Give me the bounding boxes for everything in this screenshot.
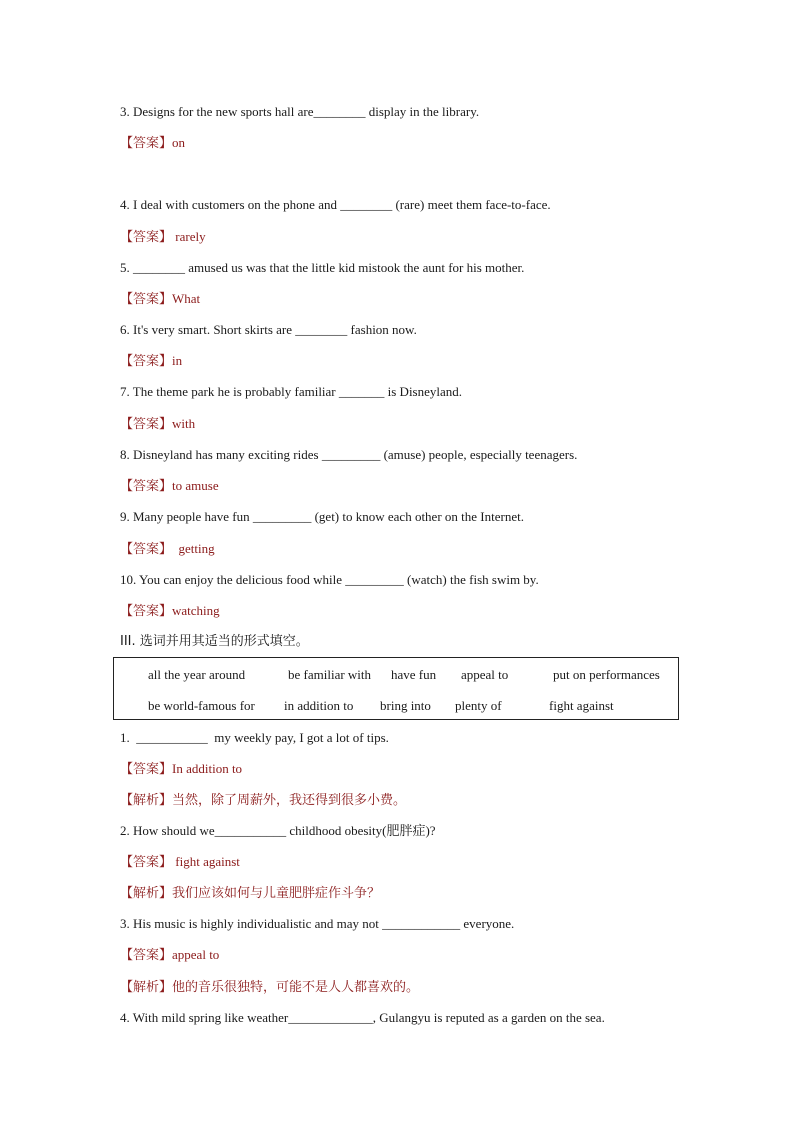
- answer-value: with: [172, 416, 196, 431]
- s3-explain-3: [120, 979, 419, 996]
- answer-value: What: [172, 291, 201, 306]
- question-5: 5. ________ amused us was that the little kid mistook the aunt for his mother.: [120, 260, 525, 275]
- s3-answer-1: [120, 761, 242, 778]
- answer-9: [120, 541, 215, 558]
- question-7: 7. The theme park he is probably familiar _______ is Disneyland.: [120, 384, 463, 399]
- s3-question-4: 4. With mild spring like weather_____________, Gulangyu is reputed as a garden on the sea.: [120, 1010, 605, 1025]
- answer-label: 【答案】: [120, 948, 173, 963]
- answer-label: 【答案】: [120, 292, 173, 307]
- question-8: 8. Disneyland has many exciting rides _________ (amuse) people, especially teenagers.: [120, 447, 578, 462]
- question-9: 9. Many people have fun _________ (get) to know each other on the Internet.: [120, 509, 524, 524]
- question-6: 6. It's very smart. Short skirts are ________ fashion now.: [120, 322, 417, 337]
- answer-label: 【答案】: [120, 417, 173, 432]
- explain-label: 【解析】: [120, 980, 173, 995]
- word-bank-item: be familiar with: [288, 667, 372, 682]
- answer-label: 【答案】: [120, 354, 173, 369]
- answer-label: 【答案】: [120, 604, 173, 619]
- answer-6: [120, 353, 182, 370]
- s3-question-1: 1. ___________ my weekly pay, I got a lot of tips.: [120, 730, 389, 745]
- s3-answer-2: [120, 854, 240, 871]
- word-bank-item: plenty of: [455, 698, 502, 713]
- word-bank-item: put on performances: [553, 667, 660, 682]
- explain-value: 我们应该如何与儿童肥胖症作斗争？: [172, 886, 381, 901]
- word-bank-item: have fun: [391, 667, 437, 682]
- word-bank-item: all the year around: [148, 667, 246, 682]
- answer-5: [120, 291, 200, 308]
- answer-4: [120, 229, 206, 246]
- word-bank-item: fight against: [549, 698, 614, 713]
- answer-value: rarely: [172, 229, 206, 244]
- question-4: 4. I deal with customers on the phone and ________ (rare) meet them face-to-face.: [120, 197, 551, 212]
- answer-label: 【答案】: [120, 230, 173, 245]
- question-10: 10. You can enjoy the delicious food while _________ (watch) the fish swim by.: [120, 572, 539, 587]
- answer-value: watching: [172, 603, 220, 618]
- explain-label: 【解析】: [120, 886, 173, 901]
- word-bank-item: appeal to: [461, 667, 509, 682]
- answer-value: in: [172, 353, 183, 368]
- answer-value: fight against: [172, 854, 240, 869]
- answer-label: 【答案】: [120, 479, 173, 494]
- word-bank-box: [113, 657, 679, 720]
- answer-label: 【答案】: [120, 855, 173, 870]
- answer-value: on: [172, 135, 186, 150]
- answer-7: [120, 416, 195, 433]
- answer-label: 【答案】: [120, 136, 173, 151]
- explain-value: 他的音乐很独特，可能不是人人都喜欢的。: [172, 980, 420, 995]
- word-bank-item: in addition to: [284, 698, 354, 713]
- question-3: 3. Designs for the new sports hall are________ display in the library.: [120, 104, 480, 119]
- explain-label: 【解析】: [120, 793, 173, 808]
- s3-question-3: 3. His music is highly individualistic and may not ____________ everyone.: [120, 916, 515, 931]
- answer-3: [120, 135, 185, 152]
- answer-label: 【答案】: [120, 762, 173, 777]
- answer-value: getting: [172, 541, 215, 556]
- s3-question-2: 2. How should we___________ childhood obesity(肥胖症)?: [120, 823, 436, 838]
- answer-label: 【答案】: [120, 542, 173, 557]
- answer-8: [120, 478, 219, 495]
- explain-value: 当然，除了周薪外，我还得到很多小费。: [172, 793, 407, 808]
- answer-10: [120, 603, 220, 620]
- section-3-heading: III. 选词并用其适当的形式填空。: [120, 634, 309, 649]
- word-bank-item: be world-famous for: [148, 698, 255, 713]
- answer-value: to amuse: [172, 478, 219, 493]
- answer-value: In addition to: [172, 761, 243, 776]
- s3-explain-1: [120, 792, 406, 809]
- word-bank-item: bring into: [380, 698, 431, 713]
- s3-answer-3: [120, 947, 219, 964]
- answer-value: appeal to: [172, 947, 220, 962]
- s3-explain-2: [120, 885, 380, 902]
